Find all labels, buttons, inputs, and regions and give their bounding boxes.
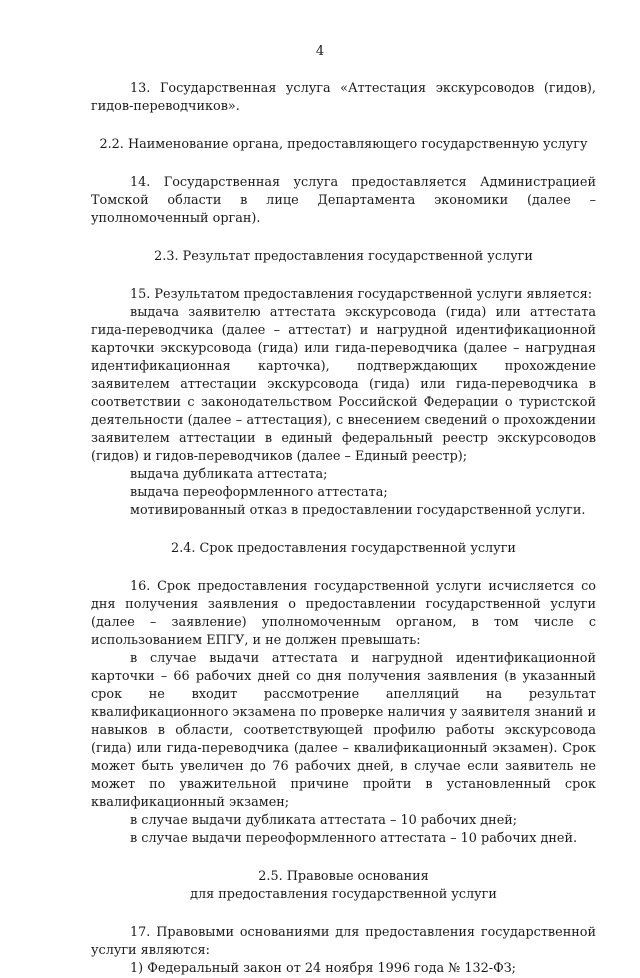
paragraph-13: 13. Государственная услуга «Аттестация экскурсоводов (гидов), гидов-переводчиков». [91,81,596,114]
section-heading-2-5: 2.5. Правовые основания [258,869,429,884]
page-number: 4 [315,44,325,59]
paragraph-15: 15. Результатом предоставления государственной услуги является: [130,287,593,302]
paragraph-16: 16. Срок предоставления государственной услуги исчисляется со дня получения заявления о предоставлении государственной услуги (далее – заявление) уполномоченным органом, в том числе с использованием ЕПГУ, и не должен превышать: [91,579,596,648]
paragraph-17: 17. Правовыми основаниями для предоставления государственной услуги являются: [91,925,596,958]
section-heading-2-4: 2.4. Срок предоставления государственной услуги [171,541,516,556]
paragraph-16-item-2: в случае выдачи дубликата аттестата – 10 рабочих дней; [130,813,518,828]
section-heading-2-3: 2.3. Результат предоставления государственной услуги [154,249,533,264]
paragraph-15-item-4: мотивированный отказ в предоставлении государственной услуги. [130,503,586,518]
paragraph-15-item-3: выдача переоформленного аттестата; [130,485,388,500]
paragraph-16-item-1: в случае выдачи аттестата и нагрудной идентификационной карточки – 66 рабочих дней со дня получения заявления (в указанный срок не входит рассмотрение апелляций на результат квалификационного экзамена по проверке наличия у заявителя знаний и навыков в области, соответствующей профилю работы экскурсовода (гида) или гида-переводчика (далее – квалификационный экзамен). Срок может быть увеличен до 76 рабочих дней, в случае если заявитель не может по уважительной причине пройти в установленный срок квалификационный экзамен; [91,651,596,810]
paragraph-15-item-1: выдача заявителю аттестата экскурсовода (гида) или аттестата гида-переводчика (далее – аттестат) и нагрудной идентификационной карточки экскурсовода (гида) или гида-переводчика (далее – нагрудная идентификационная карточка), подтверждающих прохождение заявителем аттестации экскурсовода (гида) или гида-переводчика в соответствии с законодательством Российской Федерации о туристской деятельности (далее – аттестация), с внесением сведений о прохождении заявителем аттестации в единый федеральный реестр экскурсоводов (гидов) и гидов-переводчиков (далее – Единый реестр); [91,305,596,464]
paragraph-14: 14. Государственная услуга предоставляется Администрацией Томской области в лице Департамента экономики (далее – уполномоченный орган). [91,175,596,226]
paragraph-16-item-3: в случае выдачи переоформленного аттестата – 10 рабочих дней. [130,831,578,846]
section-heading-2-5-subtitle: для предоставления государственной услуги [190,887,497,902]
document-body [91,80,596,978]
section-heading-2-2: 2.2. Наименование органа, предоставляющего государственную услугу [99,137,588,152]
paragraph-15-item-2: выдача дубликата аттестата; [130,467,328,482]
paragraph-17-item-1: 1) Федеральный закон от 24 ноября 1996 года № 132-ФЗ; [130,961,516,976]
